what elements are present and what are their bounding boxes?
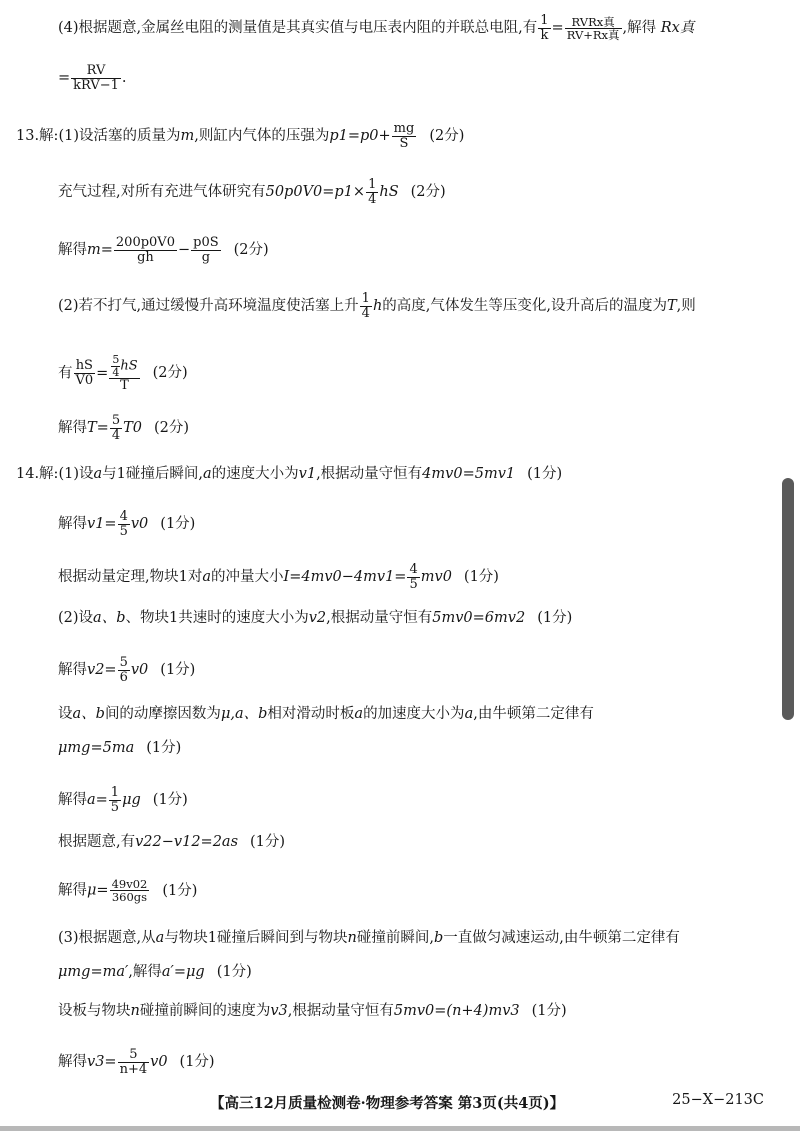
q14-v3-frac: $\frac{5}{n+4}$ (119, 1047, 148, 1077)
score: (1分) (537, 610, 573, 626)
q14-line-3: 根据动量定理,物块1对a的冲量大小I=4mv0−4mv1= $\frac{4}{5}$ mv0 (1分) (58, 562, 499, 592)
q14-line-2: 解得v1= $\frac{4}{5}$ v0 (1分) (58, 509, 196, 539)
q13-line-1: 13.解:(1)设活塞的质量为m,则缸内气体的压强为p1=p0+ $\frac{mg}{S}$ (2分) (16, 121, 465, 151)
q14-45-frac: $\frac{4}{5}$ (119, 509, 128, 539)
q13-line-2: 充气过程,对所有充进气体研究有50p0V0=p1× $\frac{1}{4}$ hS (2分) (58, 177, 446, 207)
q4-line-1: (4)根据题意,金属丝电阻的测量值是其真实值与电压表内阻的并联总电阻,有 $\frac{1}{k}$ = $\frac{\text{RVRx真}}{\text{RV+Rx真}}$ ,解得 Rx真 (58, 13, 695, 43)
q13-m-frac-2: $\frac{p0S}{g}$ (193, 235, 219, 265)
score: (1分) (531, 1003, 567, 1019)
q14-line-13: 设板与物块n碰撞前瞬间的速度为v3,根据动量守恒有5mv0=(n+4)mv3 (1分) (58, 1003, 567, 1019)
q14-line-9: 根据题意,有v22−v12=2as (1分) (58, 834, 286, 850)
q14-line-4: (2)设a、b、物块1共速时的速度大小为v2,根据动量守恒有5mv0=6mv2 (1分) (58, 610, 573, 626)
q13-line-4: (2)若不打气,通过缓慢升高环境温度使活塞上升 $\frac{1}{4}$ h的高度,气体发生等压变化,设升高后的温度为T,则 (58, 291, 696, 321)
footer-title: 【高三12月质量检测卷·物理参考答案 第3页(共4页)】 (210, 1095, 565, 1112)
q4-line-2: = $\frac{RV}{\text{kRV−1}}$ . (58, 63, 127, 93)
footer-code: 25−X−213C (672, 1092, 764, 1108)
score: (1分) (160, 662, 196, 679)
score: (1分) (179, 1054, 215, 1071)
score: (1分) (160, 516, 196, 533)
q14-line-8: 解得a= $\frac{1}{5}$ μg (1分) (58, 785, 188, 815)
q4-text-1: (4)根据题意,金属丝电阻的测量值是其真实值与电压表内阻的并联总电阻,有 (58, 20, 538, 37)
q14-line-14: 解得v3= $\frac{5}{n+4}$ v0 (1分) (58, 1047, 215, 1077)
q13-54-frac: $\frac{5}{4}$ (111, 413, 121, 443)
bottom-divider (0, 1126, 800, 1131)
score: (2分) (152, 365, 188, 382)
q14-line-7: μmg=5ma (1分) (58, 740, 182, 756)
score: (1分) (216, 964, 252, 980)
q14-impulse-frac: $\frac{4}{5}$ (409, 562, 418, 592)
q14-56-frac: $\frac{5}{6}$ (119, 655, 128, 685)
q14-line-12: μmg=ma′,解得a′=μg (1分) (58, 964, 252, 980)
q4-frac-lhs: $\frac{1}{k}$ (540, 13, 549, 43)
q13-line-6: 解得T= $\frac{5}{4}$ T0 (2分) (58, 413, 190, 443)
q13-mg-frac: $\frac{mg}{S}$ (393, 121, 415, 151)
q14-line-1: 14.解:(1)设a与1碰撞后瞬间,a的速度大小为v1,根据动量守恒有4mv0=5mv1 (1分) (16, 466, 563, 482)
q13-quarter: $\frac{1}{4}$ (368, 177, 377, 207)
q13-line-3: 解得m= $\frac{200p0V0}{gh}$ − $\frac{p0S}{g}$ (2分) (58, 235, 269, 265)
score: (2分) (410, 184, 446, 201)
q14-line-10: 解得μ= $\frac{49v02}{360gs}$ (1分) (58, 877, 198, 905)
scrollbar-thumb[interactable] (782, 478, 794, 720)
q14-line-11: (3)根据题意,从a与物块1碰撞后瞬间到与物块n碰撞前瞬间,b一直做匀减速运动,由牛顿第二定律有 (58, 930, 680, 946)
q13-m-frac-1: $\frac{200p0V0}{gh}$ (115, 235, 175, 265)
score: (2分) (429, 128, 465, 145)
q13-quarter-2: $\frac{1}{4}$ (361, 291, 370, 321)
score: (1分) (146, 740, 182, 756)
score: (1分) (463, 569, 499, 586)
q4-frac-rhs: $\frac{\text{RVRx真}}{\text{RV+Rx真}}$ (566, 14, 620, 42)
score: (2分) (154, 420, 190, 437)
score: (1分) (162, 882, 198, 899)
q13-nested-frac: $\frac{5}{4}$ hS T (109, 354, 139, 393)
q14-mu-frac: $\frac{49v02}{360gs}$ (111, 877, 148, 905)
score: (1分) (527, 466, 563, 482)
q14-15-frac: $\frac{1}{5}$ (110, 785, 120, 815)
q13-line-5: 有 $\frac{hS}{V0}$ = $\frac{5}{4}$ hS T (2分) (58, 353, 188, 394)
q13-hs-frac: $\frac{hS}{V0}$ (75, 358, 94, 388)
score: (2分) (233, 242, 269, 259)
q14-line-6: 设a、b间的动摩擦因数为μ,a、b相对滑动时板a的加速度大小为a,由牛顿第二定律有 (58, 706, 594, 722)
page-footer (0, 1092, 800, 1114)
q4-result: $\frac{RV}{\text{kRV−1}}$ (73, 63, 119, 93)
score: (1分) (152, 792, 188, 809)
score: (1分) (250, 834, 286, 850)
q14-line-5: 解得v2= $\frac{5}{6}$ v0 (1分) (58, 655, 196, 685)
q4-text-2: ,解得 (622, 20, 657, 37)
